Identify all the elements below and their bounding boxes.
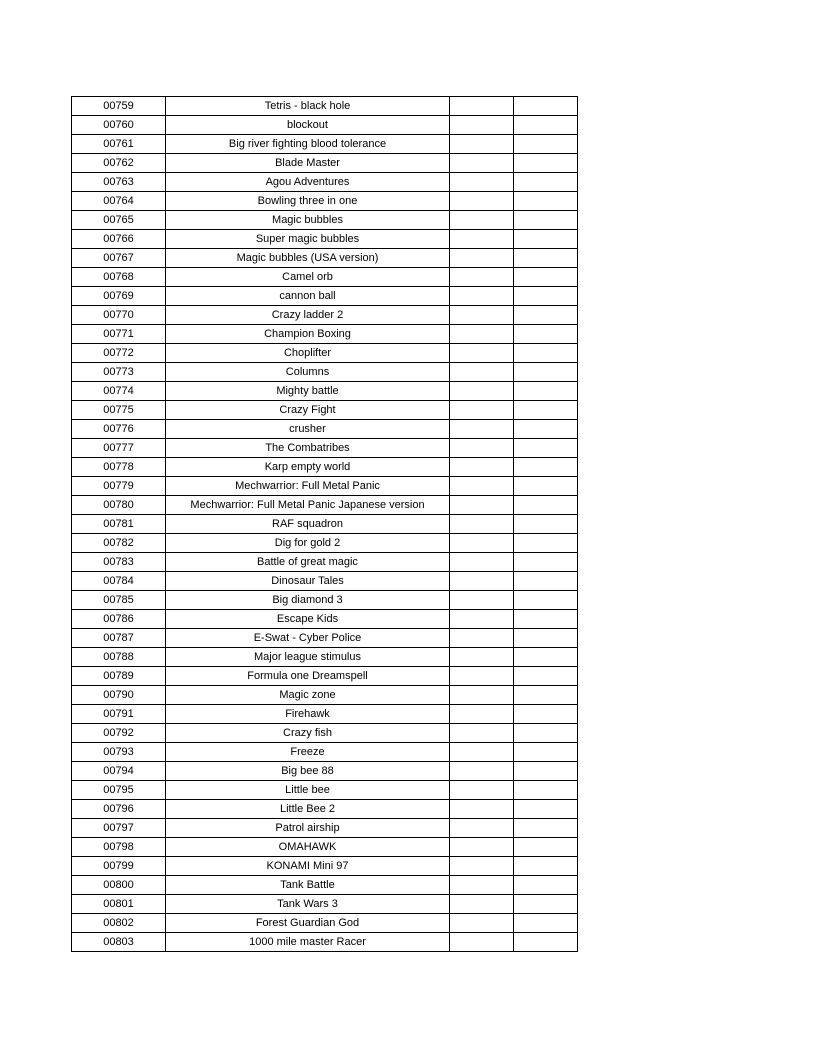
table-row — [72, 762, 578, 781]
row-empty-cell-2 — [514, 420, 578, 439]
table-row — [72, 192, 578, 211]
row-title-cell: E-Swat - Cyber Police — [166, 629, 450, 648]
row-empty-cell-1 — [450, 933, 514, 952]
row-id-cell: 00795 — [72, 781, 166, 800]
row-empty-cell-1 — [450, 857, 514, 876]
row-empty-cell-1 — [450, 648, 514, 667]
row-empty-cell-2 — [514, 325, 578, 344]
row-title-cell: Bowling three in one — [166, 192, 450, 211]
row-empty-cell-1 — [450, 819, 514, 838]
row-empty-cell-2 — [514, 743, 578, 762]
row-empty-cell-1 — [450, 895, 514, 914]
row-title-cell: Firehawk — [166, 705, 450, 724]
row-id-cell: 00801 — [72, 895, 166, 914]
row-empty-cell-2 — [514, 648, 578, 667]
row-id-cell: 00779 — [72, 477, 166, 496]
table-row — [72, 667, 578, 686]
row-empty-cell-1 — [450, 135, 514, 154]
row-empty-cell-2 — [514, 591, 578, 610]
table-row — [72, 515, 578, 534]
row-title-cell: Crazy fish — [166, 724, 450, 743]
row-id-cell: 00774 — [72, 382, 166, 401]
row-title-cell: Mighty battle — [166, 382, 450, 401]
row-empty-cell-2 — [514, 762, 578, 781]
row-id-cell: 00768 — [72, 268, 166, 287]
row-empty-cell-1 — [450, 800, 514, 819]
table-row — [72, 648, 578, 667]
row-title-cell: Columns — [166, 363, 450, 382]
table-row — [72, 534, 578, 553]
row-empty-cell-2 — [514, 496, 578, 515]
row-id-cell: 00782 — [72, 534, 166, 553]
row-title-cell: Freeze — [166, 743, 450, 762]
row-empty-cell-1 — [450, 420, 514, 439]
row-id-cell: 00798 — [72, 838, 166, 857]
row-id-cell: 00762 — [72, 154, 166, 173]
table-row — [72, 420, 578, 439]
row-title-cell: Karp empty world — [166, 458, 450, 477]
table-row — [72, 249, 578, 268]
row-title-cell: Big diamond 3 — [166, 591, 450, 610]
row-empty-cell-2 — [514, 724, 578, 743]
row-empty-cell-1 — [450, 838, 514, 857]
game-list-body — [72, 97, 578, 952]
row-empty-cell-1 — [450, 439, 514, 458]
table-row — [72, 572, 578, 591]
table-row — [72, 458, 578, 477]
row-empty-cell-1 — [450, 496, 514, 515]
table-row — [72, 838, 578, 857]
row-empty-cell-2 — [514, 306, 578, 325]
row-title-cell: Formula one Dreamspell — [166, 667, 450, 686]
row-empty-cell-2 — [514, 477, 578, 496]
row-id-cell: 00769 — [72, 287, 166, 306]
row-id-cell: 00772 — [72, 344, 166, 363]
row-id-cell: 00780 — [72, 496, 166, 515]
table-row — [72, 306, 578, 325]
row-title-cell: blockout — [166, 116, 450, 135]
table-row — [72, 154, 578, 173]
row-empty-cell-2 — [514, 458, 578, 477]
row-empty-cell-1 — [450, 686, 514, 705]
row-title-cell: Dinosaur Tales — [166, 572, 450, 591]
table-row — [72, 439, 578, 458]
row-empty-cell-2 — [514, 439, 578, 458]
table-row — [72, 914, 578, 933]
table-row — [72, 325, 578, 344]
table-row — [72, 876, 578, 895]
row-empty-cell-1 — [450, 629, 514, 648]
row-title-cell: Choplifter — [166, 344, 450, 363]
table-row — [72, 629, 578, 648]
row-empty-cell-1 — [450, 610, 514, 629]
row-empty-cell-1 — [450, 705, 514, 724]
row-empty-cell-2 — [514, 705, 578, 724]
row-id-cell: 00764 — [72, 192, 166, 211]
row-id-cell: 00761 — [72, 135, 166, 154]
table-row — [72, 173, 578, 192]
row-empty-cell-1 — [450, 667, 514, 686]
table-row — [72, 363, 578, 382]
row-title-cell: Mechwarrior: Full Metal Panic — [166, 477, 450, 496]
row-title-cell: Magic bubbles — [166, 211, 450, 230]
row-id-cell: 00800 — [72, 876, 166, 895]
row-empty-cell-1 — [450, 306, 514, 325]
row-id-cell: 00765 — [72, 211, 166, 230]
row-empty-cell-2 — [514, 268, 578, 287]
row-empty-cell-1 — [450, 914, 514, 933]
row-title-cell: Agou Adventures — [166, 173, 450, 192]
table-row — [72, 344, 578, 363]
row-title-cell: Major league stimulus — [166, 648, 450, 667]
row-empty-cell-1 — [450, 325, 514, 344]
row-title-cell: Escape Kids — [166, 610, 450, 629]
row-empty-cell-2 — [514, 876, 578, 895]
table-row — [72, 553, 578, 572]
row-empty-cell-2 — [514, 382, 578, 401]
table-row — [72, 686, 578, 705]
row-empty-cell-2 — [514, 154, 578, 173]
row-id-cell: 00776 — [72, 420, 166, 439]
row-empty-cell-1 — [450, 211, 514, 230]
table-row — [72, 933, 578, 952]
row-id-cell: 00759 — [72, 97, 166, 116]
row-title-cell: Big bee 88 — [166, 762, 450, 781]
row-title-cell: Big river fighting blood tolerance — [166, 135, 450, 154]
row-id-cell: 00783 — [72, 553, 166, 572]
row-title-cell: Magic zone — [166, 686, 450, 705]
row-empty-cell-2 — [514, 192, 578, 211]
row-empty-cell-2 — [514, 667, 578, 686]
row-empty-cell-2 — [514, 116, 578, 135]
row-empty-cell-2 — [514, 135, 578, 154]
row-empty-cell-1 — [450, 591, 514, 610]
table-row — [72, 477, 578, 496]
row-title-cell: KONAMI Mini 97 — [166, 857, 450, 876]
row-title-cell: crusher — [166, 420, 450, 439]
row-title-cell: Tetris - black hole — [166, 97, 450, 116]
row-empty-cell-2 — [514, 610, 578, 629]
row-empty-cell-2 — [514, 686, 578, 705]
row-title-cell: Crazy ladder 2 — [166, 306, 450, 325]
row-title-cell: 1000 mile master Racer — [166, 933, 450, 952]
row-id-cell: 00767 — [72, 249, 166, 268]
row-title-cell: Tank Battle — [166, 876, 450, 895]
table-row — [72, 287, 578, 306]
row-id-cell: 00790 — [72, 686, 166, 705]
row-empty-cell-1 — [450, 230, 514, 249]
row-title-cell: Blade Master — [166, 154, 450, 173]
table-row — [72, 230, 578, 249]
row-empty-cell-1 — [450, 97, 514, 116]
row-id-cell: 00777 — [72, 439, 166, 458]
row-empty-cell-1 — [450, 553, 514, 572]
row-empty-cell-2 — [514, 249, 578, 268]
row-empty-cell-2 — [514, 401, 578, 420]
row-title-cell: Mechwarrior: Full Metal Panic Japanese version — [166, 496, 450, 515]
row-empty-cell-2 — [514, 781, 578, 800]
row-empty-cell-2 — [514, 800, 578, 819]
row-id-cell: 00773 — [72, 363, 166, 382]
row-id-cell: 00787 — [72, 629, 166, 648]
row-title-cell: The Combatribes — [166, 439, 450, 458]
row-id-cell: 00794 — [72, 762, 166, 781]
row-title-cell: OMAHAWK — [166, 838, 450, 857]
row-title-cell: Little bee — [166, 781, 450, 800]
table-row — [72, 743, 578, 762]
table-row — [72, 724, 578, 743]
row-empty-cell-2 — [514, 819, 578, 838]
row-id-cell: 00760 — [72, 116, 166, 135]
row-empty-cell-2 — [514, 534, 578, 553]
row-id-cell: 00778 — [72, 458, 166, 477]
row-id-cell: 00784 — [72, 572, 166, 591]
row-title-cell: RAF squadron — [166, 515, 450, 534]
table-row — [72, 401, 578, 420]
row-empty-cell-2 — [514, 97, 578, 116]
row-id-cell: 00792 — [72, 724, 166, 743]
table-row — [72, 97, 578, 116]
row-empty-cell-2 — [514, 344, 578, 363]
row-id-cell: 00781 — [72, 515, 166, 534]
row-id-cell: 00786 — [72, 610, 166, 629]
row-title-cell: Little Bee 2 — [166, 800, 450, 819]
table-row — [72, 705, 578, 724]
row-title-cell: Forest Guardian God — [166, 914, 450, 933]
row-title-cell: Crazy Fight — [166, 401, 450, 420]
row-empty-cell-1 — [450, 363, 514, 382]
row-empty-cell-2 — [514, 211, 578, 230]
row-empty-cell-1 — [450, 249, 514, 268]
row-empty-cell-1 — [450, 382, 514, 401]
row-empty-cell-1 — [450, 572, 514, 591]
row-id-cell: 00775 — [72, 401, 166, 420]
row-empty-cell-2 — [514, 287, 578, 306]
row-empty-cell-2 — [514, 857, 578, 876]
row-id-cell: 00770 — [72, 306, 166, 325]
row-id-cell: 00796 — [72, 800, 166, 819]
row-title-cell: Dig for gold 2 — [166, 534, 450, 553]
table-row — [72, 800, 578, 819]
row-empty-cell-2 — [514, 515, 578, 534]
row-empty-cell-2 — [514, 629, 578, 648]
table-row — [72, 610, 578, 629]
row-empty-cell-2 — [514, 363, 578, 382]
row-empty-cell-1 — [450, 534, 514, 553]
table-row — [72, 781, 578, 800]
row-title-cell: Camel orb — [166, 268, 450, 287]
row-title-cell: cannon ball — [166, 287, 450, 306]
table-row — [72, 382, 578, 401]
row-empty-cell-2 — [514, 230, 578, 249]
row-empty-cell-1 — [450, 154, 514, 173]
row-id-cell: 00802 — [72, 914, 166, 933]
row-empty-cell-2 — [514, 572, 578, 591]
table-row — [72, 591, 578, 610]
row-id-cell: 00763 — [72, 173, 166, 192]
row-empty-cell-1 — [450, 762, 514, 781]
game-list-table — [71, 96, 578, 952]
table-row — [72, 268, 578, 287]
table-row — [72, 819, 578, 838]
row-title-cell: Champion Boxing — [166, 325, 450, 344]
row-id-cell: 00785 — [72, 591, 166, 610]
row-title-cell: Magic bubbles (USA version) — [166, 249, 450, 268]
row-title-cell: Battle of great magic — [166, 553, 450, 572]
row-empty-cell-1 — [450, 401, 514, 420]
row-title-cell: Super magic bubbles — [166, 230, 450, 249]
row-id-cell: 00799 — [72, 857, 166, 876]
table-row — [72, 135, 578, 154]
row-id-cell: 00788 — [72, 648, 166, 667]
table-row — [72, 211, 578, 230]
row-id-cell: 00803 — [72, 933, 166, 952]
row-id-cell: 00766 — [72, 230, 166, 249]
row-empty-cell-1 — [450, 116, 514, 135]
row-empty-cell-2 — [514, 914, 578, 933]
row-empty-cell-1 — [450, 781, 514, 800]
row-empty-cell-1 — [450, 192, 514, 211]
row-empty-cell-1 — [450, 268, 514, 287]
row-id-cell: 00771 — [72, 325, 166, 344]
table-row — [72, 895, 578, 914]
row-empty-cell-2 — [514, 553, 578, 572]
row-empty-cell-2 — [514, 838, 578, 857]
table-row — [72, 496, 578, 515]
row-id-cell: 00797 — [72, 819, 166, 838]
row-id-cell: 00793 — [72, 743, 166, 762]
row-empty-cell-2 — [514, 895, 578, 914]
row-empty-cell-1 — [450, 173, 514, 192]
row-empty-cell-1 — [450, 344, 514, 363]
row-empty-cell-2 — [514, 173, 578, 192]
row-id-cell: 00789 — [72, 667, 166, 686]
row-empty-cell-1 — [450, 743, 514, 762]
table-row — [72, 857, 578, 876]
row-empty-cell-1 — [450, 515, 514, 534]
row-empty-cell-1 — [450, 876, 514, 895]
row-empty-cell-1 — [450, 458, 514, 477]
row-empty-cell-1 — [450, 477, 514, 496]
row-empty-cell-1 — [450, 724, 514, 743]
row-empty-cell-1 — [450, 287, 514, 306]
row-title-cell: Patrol airship — [166, 819, 450, 838]
row-title-cell: Tank Wars 3 — [166, 895, 450, 914]
table-row — [72, 116, 578, 135]
row-id-cell: 00791 — [72, 705, 166, 724]
row-empty-cell-2 — [514, 933, 578, 952]
